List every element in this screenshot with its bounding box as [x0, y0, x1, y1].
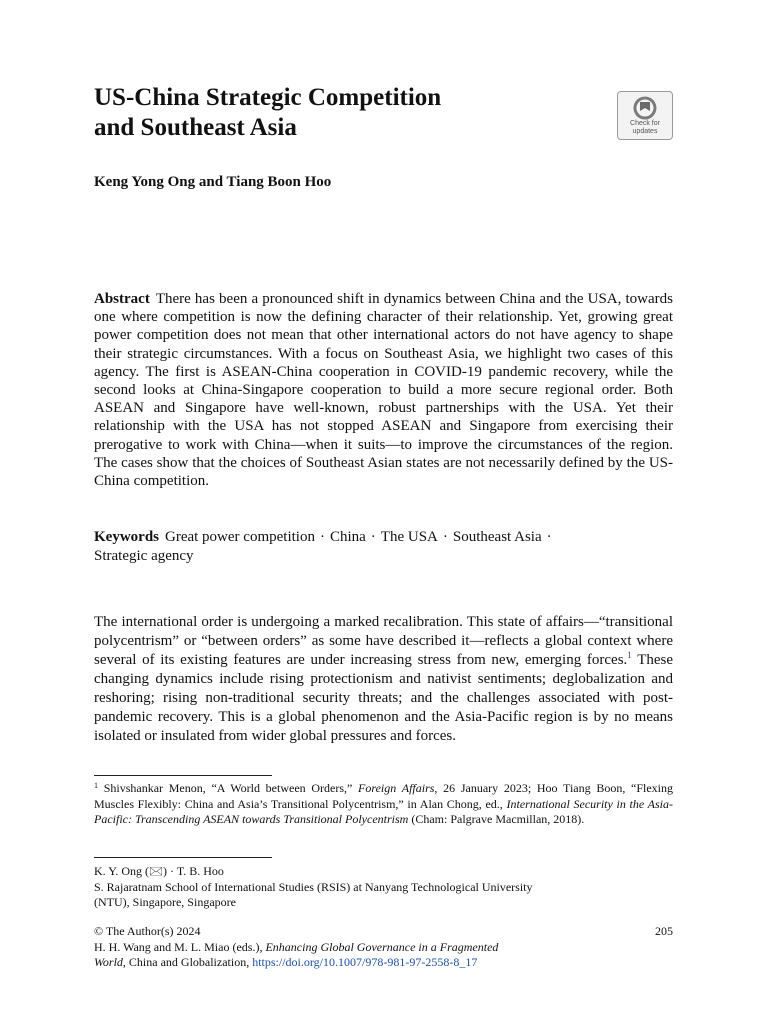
- footnote-text: , 26 January 2023; Hoo Tiang Boon, “Flexing Muscles Flexibly: China and Asia’s Transitional Polycentrism,” in Alan Chong, ed.,: [94, 781, 674, 811]
- footnote-journal: Foreign Affairs: [358, 781, 435, 795]
- keyword-item: The USA: [380, 529, 438, 545]
- keyword-separator: ·: [546, 529, 552, 545]
- affiliation-divider: [94, 857, 272, 858]
- institution-line-2: (NTU), Singapore, Singapore: [94, 895, 236, 909]
- keyword-separator: ·: [442, 529, 448, 545]
- keywords: [94, 528, 673, 566]
- chapter-title: [94, 83, 564, 143]
- footnote-ref[interactable]: 1: [627, 650, 632, 660]
- page-number: 205: [655, 924, 673, 938]
- footnote-number: 1: [94, 781, 98, 790]
- keyword-item: Southeast Asia: [452, 529, 542, 545]
- affiliation: [94, 864, 673, 911]
- abstract-text: There has been a pronounced shift in dynamics between China and the USA, towards one where competition is now the defining character of their relationship. Yet, growing great power competition does not mean that other international actors do not have agency to shape their strategic circumstances. With a focus on Southeast Asia, we highlight two cases of this agency. The first is ASEAN-China cooperation in COVID-19 pandemic recovery, while the second looks at China-Singapore cooperation to build a more secure regional order. Both ASEAN and Singapore have well-known, robust partnerships with the USA. Yet their relationship with the USA has not stopped ASEAN and Singapore from exercising their prerogative to work with China—when it suits—to improve the circumstances of the region. The cases show that the choices of Southeast Asian states are not necessarily defined by the US-China competition.: [94, 291, 673, 490]
- footnote-text: Shivshankar Menon, “A World between Orders,”: [103, 781, 359, 795]
- footnote: [94, 781, 673, 828]
- doi-link[interactable]: https://doi.org/10.1007/978-981-97-2558-8_17: [252, 955, 478, 969]
- keyword-item: China: [329, 529, 366, 545]
- author-initials: K. Y. Ong (🖂) · T. B. Hoo: [94, 864, 224, 878]
- title-line-1: US-China Strategic Competition: [94, 84, 442, 111]
- badge-label-1: Check for: [630, 120, 660, 127]
- keyword-item: Strategic agency: [94, 548, 194, 564]
- citation-series: , China and Globalization,: [122, 955, 253, 969]
- copyright: © The Author(s) 2024: [94, 924, 201, 938]
- keyword-item: Great power competition: [165, 529, 315, 545]
- footnote-book-title: International Security in the Asia-Pacific: Transcending ASEAN towards Transitional Polycentrism: [94, 796, 673, 826]
- institution-line-1: S. Rajaratnam School of International Studies (RSIS) at Nanyang Technological University: [94, 879, 533, 894]
- body-text-part-1: The international order is undergoing a marked recalibration. This state of affairs—“transitional polycentrism” or “between orders” as some have described it—reflects a global context where several of its existing features are under increasing stress from new, emerging forces.: [94, 614, 673, 668]
- keywords-label: Keywords: [94, 529, 159, 545]
- footnote-divider: [94, 775, 272, 776]
- check-for-updates-badge[interactable]: [617, 91, 673, 140]
- book-title: Enhancing Global Governance in a Fragmented: [265, 939, 499, 954]
- update-icon: [632, 96, 658, 120]
- keyword-separator: ·: [319, 529, 325, 545]
- citation-editors: H. H. Wang and M. L. Miao (eds.),: [94, 939, 266, 954]
- body-text-part-2: These changing dynamics include rising protectionism and nativist sentiments; deglobalization and reshoring; rising non-traditional security threats; and the challenges associated with post-pandemic recovery. This is a global phenomenon and the Asia-Pacific region is by no means isolated or insulated from wider global pressures and forces.: [94, 652, 674, 744]
- title-line-2: and Southeast Asia: [94, 114, 297, 141]
- book-title: World: [94, 955, 123, 969]
- authors: Keng Yong Ong and Tiang Boon Hoo: [94, 174, 332, 190]
- footnote-text: (Cham: Palgrave Macmillan, 2018).: [408, 812, 585, 826]
- abstract: [94, 290, 673, 490]
- badge-label-2: updates: [632, 128, 658, 135]
- body-paragraph: [94, 613, 673, 746]
- citation: [94, 940, 673, 971]
- publication-info: [94, 924, 673, 971]
- keyword-separator: ·: [370, 529, 376, 545]
- abstract-label: Abstract: [94, 291, 150, 307]
